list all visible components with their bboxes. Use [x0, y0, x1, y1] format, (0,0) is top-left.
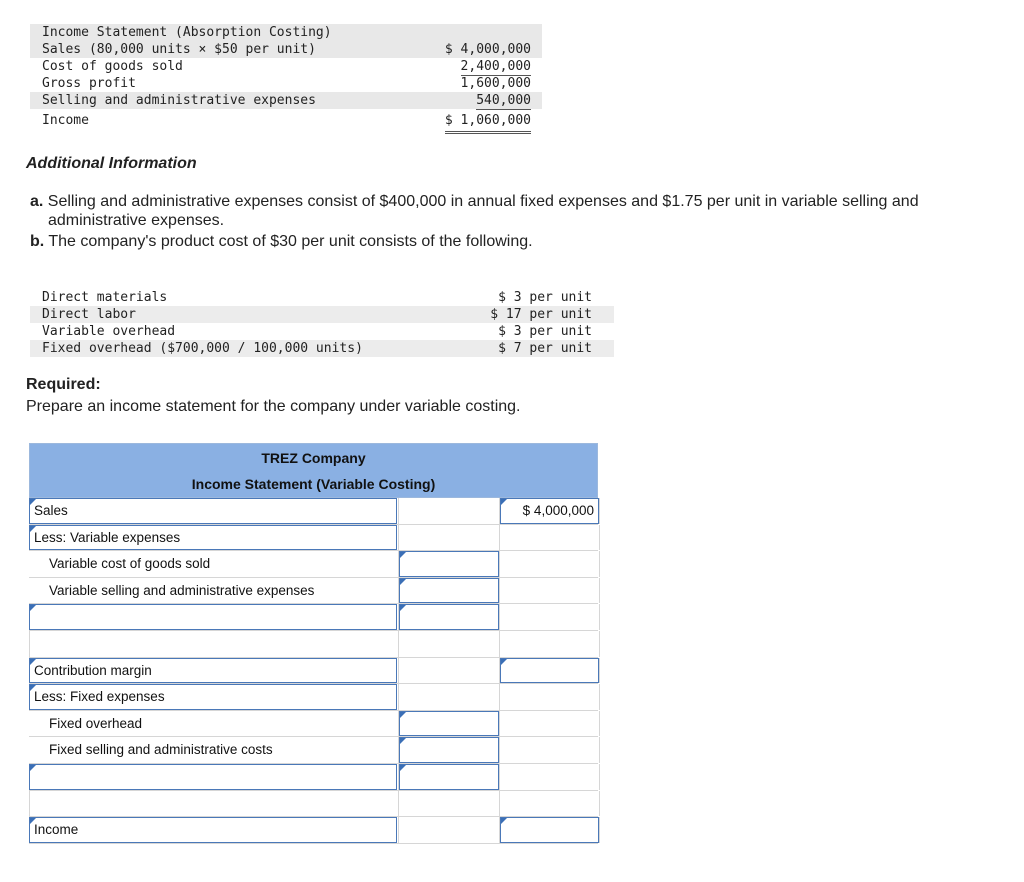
cost-row-direct-materials: [30, 289, 614, 306]
row-sales: [29, 498, 598, 525]
row-amount: $ 7 per unit: [498, 341, 592, 356]
variable-cogs-input[interactable]: [399, 551, 499, 577]
absorption-row-cogs: [30, 58, 542, 75]
row-fixed-sga: [29, 737, 598, 764]
blank-amount-input-1[interactable]: [399, 604, 499, 630]
row-contribution-margin: [29, 658, 598, 685]
item-b-label: b.: [30, 233, 45, 250]
row-label: Selling and administrative expenses: [42, 93, 316, 108]
item-a-text-2: administrative expenses.: [48, 212, 225, 229]
row-amount: 2,400,000: [460, 59, 531, 74]
row-empty-1: [29, 631, 598, 658]
variable-sga-label: Variable selling and administrative expenses: [49, 582, 315, 598]
absorption-row-income: [30, 111, 542, 131]
fixed-sga-label: Fixed selling and administrative costs: [49, 742, 273, 758]
row-amount: 540,000: [476, 93, 531, 108]
item-a-text-1: Selling and administrative expenses consist of $400,000 in annual fixed expenses and $1.75 per unit in variable selling and: [47, 193, 919, 210]
absorption-title-row: [30, 24, 542, 41]
row-blank-1: [29, 604, 598, 631]
absorption-row-sga: [30, 92, 542, 109]
sales-label-input[interactable]: Sales: [29, 498, 397, 524]
income-label-input[interactable]: Income: [29, 817, 397, 843]
sales-amount-input[interactable]: $ 4,000,000: [500, 498, 599, 524]
sales-mid-cell: [399, 498, 499, 524]
absorption-row-sales: [30, 41, 542, 58]
row-less-variable: [29, 525, 598, 552]
row-less-fixed: [29, 684, 598, 711]
row-variable-cogs: [29, 551, 598, 578]
row-label: Sales (80,000 units × $50 per unit): [42, 42, 316, 57]
absorption-income-statement: [30, 24, 542, 131]
row-label: Gross profit: [42, 76, 136, 91]
variable-cogs-label: Variable cost of goods sold: [49, 556, 211, 572]
cost-row-fixed-overhead: [30, 340, 614, 357]
row-amount: $ 3 per unit: [498, 324, 592, 339]
row-label: Direct labor: [42, 307, 136, 322]
fixed-overhead-input[interactable]: [399, 711, 499, 737]
required-heading: Required:: [26, 376, 101, 393]
row-variable-sga: [29, 578, 598, 605]
row-label: Direct materials: [42, 290, 168, 305]
statement-title: Income Statement (Variable Costing): [191, 476, 436, 492]
row-amount: 1,600,000: [460, 76, 531, 91]
blank-label-input-1[interactable]: [29, 604, 397, 630]
blank-amount-input-2[interactable]: [399, 764, 499, 790]
row-empty-2: [29, 791, 598, 818]
company-name: TREZ Company: [261, 450, 366, 466]
row-fixed-overhead: [29, 711, 598, 738]
additional-info-heading: Additional Information: [26, 155, 197, 172]
contribution-margin-input[interactable]: [500, 658, 599, 684]
cost-row-variable-overhead: [30, 323, 614, 340]
product-cost-table: [30, 289, 614, 357]
row-label: Variable overhead: [42, 324, 176, 339]
row-amount: $ 17 per unit: [490, 307, 592, 322]
contribution-margin-label-input[interactable]: Contribution margin: [29, 658, 397, 684]
item-a-label: a.: [30, 193, 44, 210]
row-income: [29, 817, 598, 844]
row-amount: $ 1,060,000: [445, 111, 531, 134]
less-variable-label-input[interactable]: Less: Variable expenses: [29, 525, 397, 551]
additional-item-b: [30, 232, 1010, 251]
blank-label-input-2[interactable]: [29, 764, 397, 790]
variable-sga-input[interactable]: [399, 578, 499, 604]
row-label: Fixed overhead ($700,000 / 100,000 units): [42, 341, 363, 356]
cost-row-direct-labor: [30, 306, 614, 323]
absorption-title: Income Statement (Absorption Costing): [42, 25, 332, 40]
row-amount: $ 3 per unit: [498, 290, 592, 305]
row-amount: $ 4,000,000: [444, 42, 531, 57]
required-text: Prepare an income statement for the company under variable costing.: [26, 398, 521, 415]
fixed-overhead-label: Fixed overhead: [49, 715, 143, 731]
row-label: Cost of goods sold: [42, 59, 183, 74]
row-blank-2: [29, 764, 598, 791]
less-fixed-label-input[interactable]: Less: Fixed expenses: [29, 684, 397, 710]
item-b-text: The company's product cost of $30 per unit consists of the following.: [48, 233, 533, 250]
additional-item-a: [30, 192, 1010, 230]
row-label: Income: [42, 113, 89, 128]
variable-costing-statement: [29, 443, 598, 844]
fixed-sga-input[interactable]: [399, 737, 499, 763]
income-input[interactable]: [500, 817, 599, 843]
statement-header: [29, 443, 598, 498]
absorption-row-gross-profit: [30, 75, 542, 92]
